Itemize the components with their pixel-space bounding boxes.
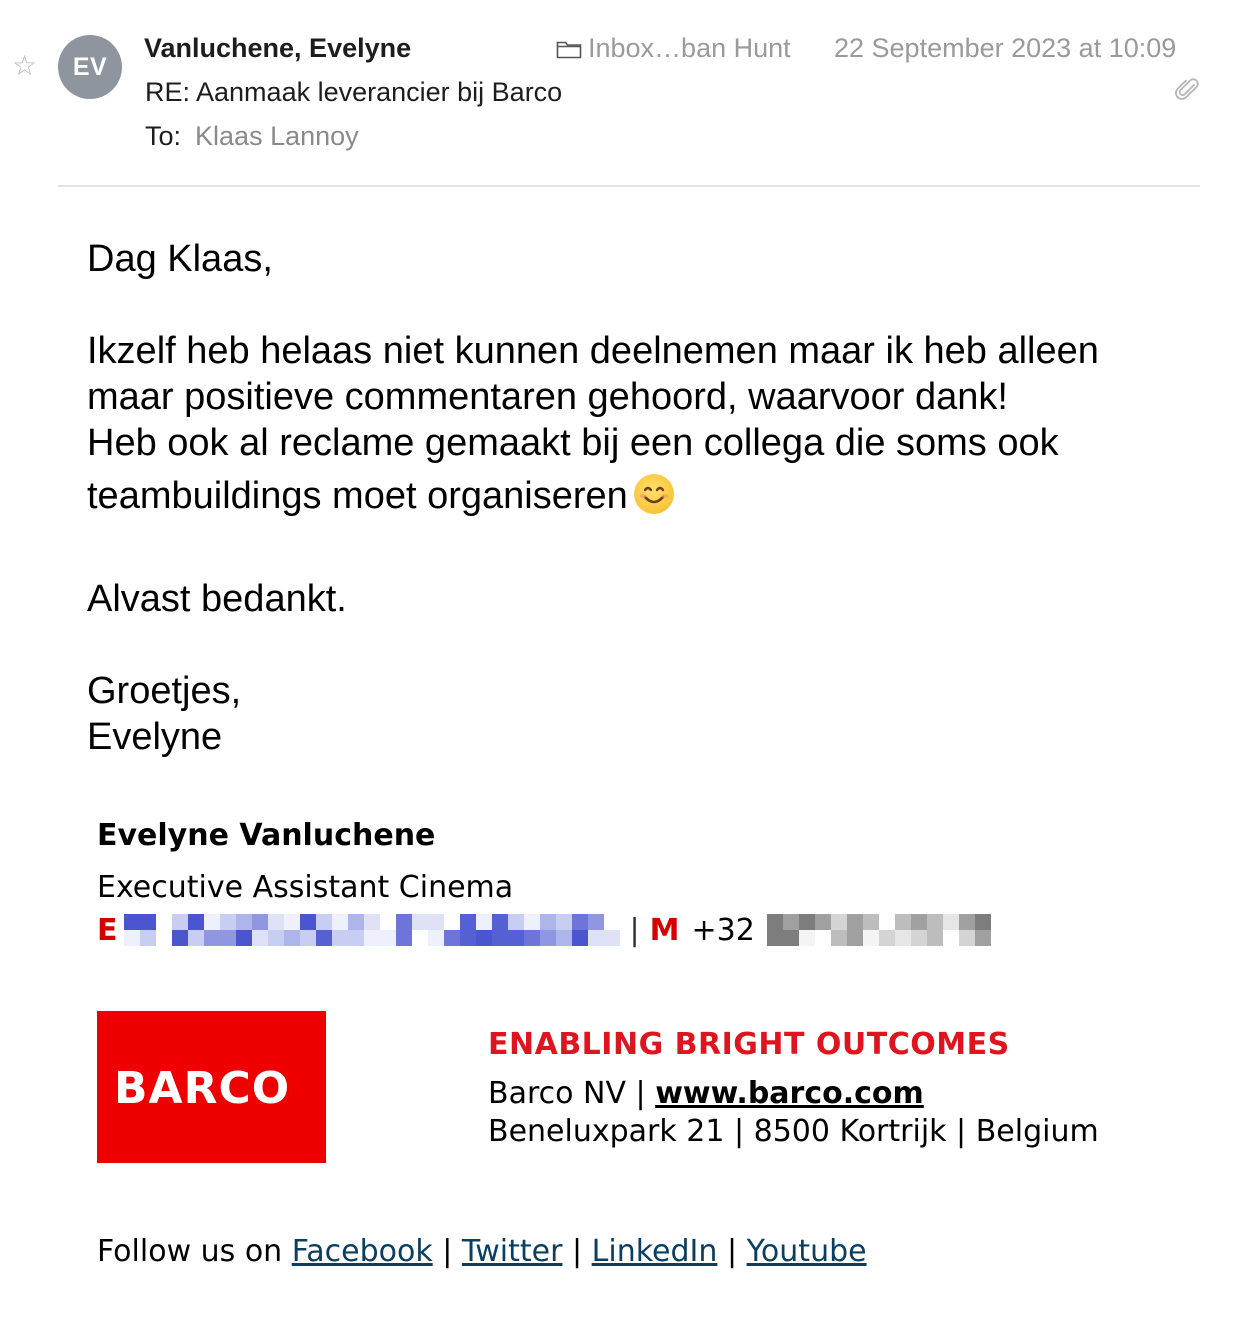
body-line-2: maar positieve commentaren gehoord, waarvoor dank! (87, 376, 1008, 418)
folder-icon (556, 39, 582, 59)
youtube-link[interactable]: Youtube (746, 1234, 867, 1269)
signature-name: Evelyne Vanluchene (97, 818, 436, 853)
email-subject: RE: Aanmaak leverancier bij Barco (145, 77, 563, 107)
linkedin-link[interactable]: LinkedIn (591, 1234, 718, 1269)
thanks-line: Alvast bedankt. (87, 578, 347, 620)
paperclip-icon[interactable] (1174, 76, 1200, 104)
sender-name[interactable]: Vanluchene, Evelyne (144, 33, 412, 63)
company-address: Beneluxpark 21 | 8500 Kortrijk | Belgium (488, 1114, 1099, 1149)
twitter-link[interactable]: Twitter (461, 1234, 563, 1269)
recipient-name[interactable]: Klaas Lannoy (195, 121, 359, 151)
redacted-phone (767, 914, 991, 946)
body-line-1: Ikzelf heb helaas niet kunnen deelnemen maar ik heb alleen (87, 330, 1099, 372)
mailbox-label: Inbox…ban Hunt (588, 33, 791, 63)
link-separator: | (442, 1234, 453, 1269)
redacted-email (124, 914, 620, 946)
company-name: Barco NV (488, 1076, 626, 1111)
closing-line: Groetjes, (87, 670, 242, 712)
mailbox-location[interactable] (556, 33, 791, 64)
email-date: 22 September 2023 at 10:09 (834, 33, 1177, 63)
contact-row (97, 910, 991, 950)
star-icon[interactable]: ☆ (12, 50, 38, 81)
body-line-4 (87, 473, 674, 519)
link-separator: | (726, 1234, 738, 1269)
website-link[interactable]: www.barco.com (655, 1076, 924, 1111)
contact-separator: | (629, 912, 640, 948)
follow-label: Follow us on (97, 1234, 283, 1269)
body-line-3: Heb ook al reclame gemaakt bij een collega die soms ook (87, 422, 1059, 464)
signature-title: Executive Assistant Cinema (97, 870, 514, 905)
greeting: Dag Klaas, (87, 238, 273, 280)
mobile-prefix: +32 (691, 912, 755, 948)
email-label: E (97, 912, 118, 948)
link-separator: | (572, 1234, 583, 1269)
smiling-face-emoji (634, 474, 674, 514)
barco-logo-mark (112, 1057, 312, 1117)
signoff-line: Evelyne (87, 716, 223, 758)
recipient-row (145, 121, 359, 152)
barco-logo-wordmark: BARCO (113, 1063, 290, 1114)
company-line (488, 1076, 924, 1111)
body-line-4-text: teambuildings moet organiseren (87, 475, 628, 517)
to-label: To: (145, 121, 182, 151)
facebook-link[interactable]: Facebook (291, 1234, 433, 1269)
company-separator: | (635, 1076, 646, 1111)
tagline: ENABLING BRIGHT OUTCOMES (488, 1027, 1010, 1062)
social-links (97, 1234, 867, 1269)
header-divider (58, 185, 1200, 187)
barco-logo[interactable] (97, 1011, 326, 1163)
mobile-label: M (649, 912, 680, 948)
avatar: EV (58, 35, 122, 99)
